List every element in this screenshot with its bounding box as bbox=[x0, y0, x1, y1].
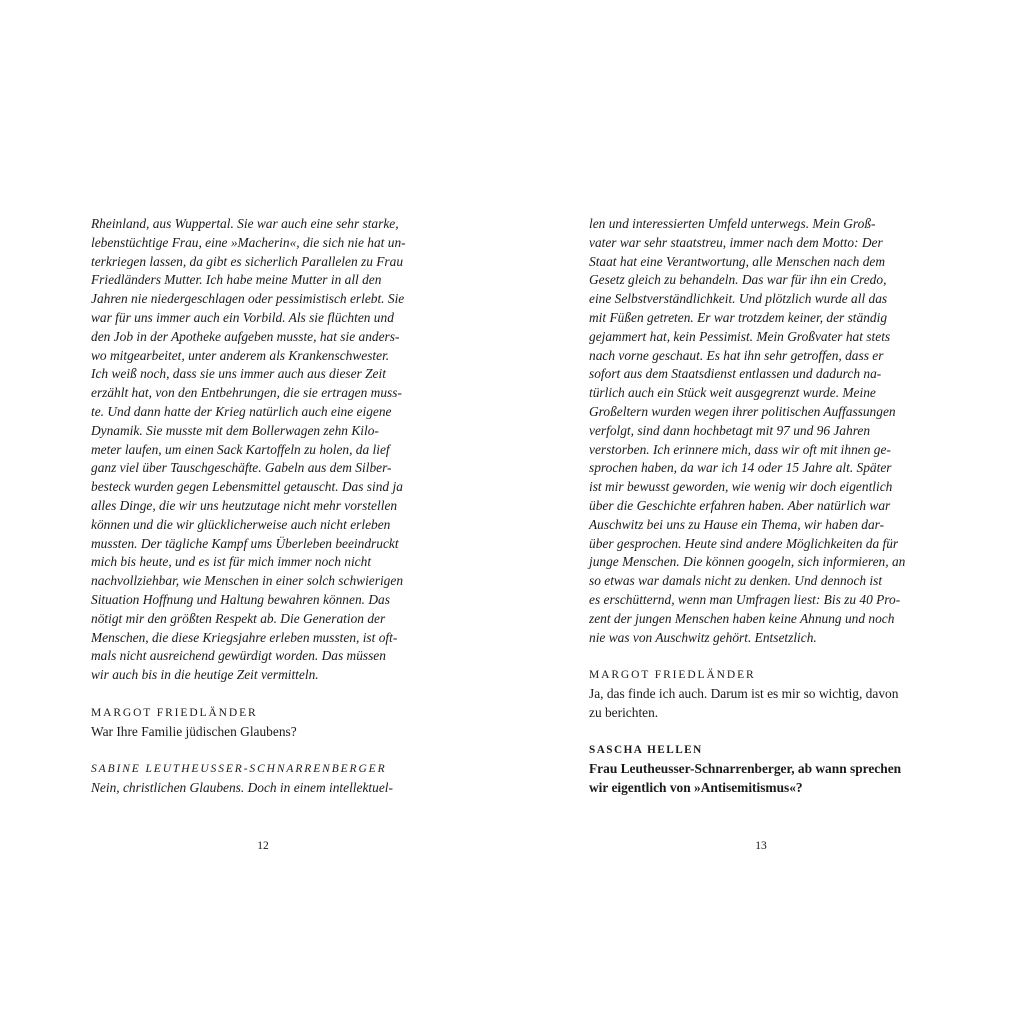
text-line: mich bis heute, und es ist für mich immer noch nicht bbox=[91, 554, 372, 570]
text-line: mit Füßen getreten. Er war trotzdem keiner, der ständig bbox=[589, 309, 888, 325]
text-line: Auschwitz bei uns zu Hause ein Thema, wir haben dar- bbox=[589, 516, 885, 532]
text-line: Situation Hoffnung und Haltung bewahren können. Das bbox=[91, 591, 390, 607]
text-line: lebenstüchtige Frau, eine »Macherin«, die sich nie hat un- bbox=[91, 234, 406, 250]
text-line: zent der jungen Menschen haben keine Ahnung und noch bbox=[589, 610, 895, 626]
text-line: Menschen, die diese Kriegsjahre erleben mussten, ist oft- bbox=[91, 629, 398, 645]
text-line: te. Und dann hatte der Krieg natürlich auch eine eigene bbox=[91, 403, 392, 419]
text-line: wo mitgearbeitet, unter anderem als Krankenschwester. bbox=[91, 347, 390, 363]
speaker-name: SABINE LEUTHEUSSER-SCHNARRENBERGER bbox=[91, 763, 387, 776]
text-line: erzählt hat, von den Entbehrungen, die sie ertragen muss- bbox=[91, 385, 402, 401]
text-line: türlich auch ein Stück weit ausgegrenzt wurde. Meine bbox=[589, 385, 876, 401]
text-line: meter laufen, um einen Sack Kartoffeln zu holen, da lief bbox=[91, 441, 390, 457]
text-line: ist mir bewusst geworden, wie wenig wir doch eigentlich bbox=[589, 479, 893, 495]
text-line: verfolgt, sind dann hochbetagt mit 97 und 96 Jahren bbox=[589, 422, 871, 438]
dialogue-line: Nein, christlichen Glaubens. Doch in einem intellektuel- bbox=[91, 779, 393, 795]
right-text-block bbox=[589, 215, 905, 798]
text-line: nach vorne geschaut. Es hat ihn sehr getroffen, dass er bbox=[589, 347, 884, 363]
right-paragraph bbox=[589, 215, 905, 647]
text-line: ganz viel über Tauschgeschäfte. Gabeln aus dem Silber- bbox=[91, 460, 392, 476]
text-line: Großeltern wurden wegen ihrer politischen Auffassungen bbox=[589, 403, 896, 419]
page-number: 13 bbox=[755, 840, 767, 852]
text-line: junge Menschen. Die können googeln, sich informieren, an bbox=[589, 554, 906, 570]
text-line: über die Geschichte erfahren haben. Aber natürlich war bbox=[589, 497, 891, 513]
text-line: den Job in der Apotheke aufgeben musste, hat sie anders- bbox=[91, 328, 400, 344]
text-line: sprochen haben, da war ich 14 oder 15 Jahre alt. Später bbox=[589, 460, 892, 476]
dialogue-line: War Ihre Familie jüdischen Glaubens? bbox=[91, 723, 297, 739]
text-line: terkriegen lassen, da gibt es sicherlich Parallelen zu Frau bbox=[91, 253, 404, 269]
text-line: Gesetz gleich zu behandeln. Das war für ihn ein Credo, bbox=[589, 272, 887, 288]
text-line: war für uns immer auch ein Vorbild. Als sie flüchten und bbox=[91, 309, 394, 325]
text-line: Friedländers Mutter. Ich habe meine Mutter in all den bbox=[91, 272, 382, 288]
dialogue-line: zu berichten. bbox=[589, 704, 659, 720]
dialogue-line: Ja, das finde ich auch. Darum ist es mir so wichtig, davon bbox=[589, 685, 899, 701]
text-line: len und interessierten Umfeld unterwegs. Mein Groß- bbox=[589, 216, 876, 231]
text-line: eine Selbstverständlichkeit. Und plötzlich wurde all das bbox=[589, 291, 888, 307]
text-line: sofort aus dem Staatsdienst entlassen und dadurch na- bbox=[589, 366, 882, 382]
text-line: Dynamik. Sie musste mit dem Bollerwagen zehn Kilo- bbox=[91, 422, 379, 438]
text-line: mussten. Der tägliche Kampf ums Überleben beeindruckt bbox=[91, 535, 399, 551]
question-line: Frau Leutheusser-Schnarrenberger, ab wann sprechen bbox=[589, 761, 902, 777]
text-line: es erschütternd, wenn man Umfragen liest: Bis zu 40 Pro- bbox=[589, 591, 901, 607]
text-line: so etwas war damals nicht zu denken. Und dennoch ist bbox=[589, 573, 883, 589]
left-paragraph bbox=[91, 215, 406, 685]
text-line: alles Dinge, die wir uns heutzutage nicht mehr vorstellen bbox=[91, 497, 398, 513]
text-line: wir auch bis in die heutige Zeit vermitteln. bbox=[91, 667, 319, 683]
text-line: verstorben. Ich erinnere mich, dass wir oft mit ihnen ge- bbox=[589, 441, 891, 457]
text-line: Staat hat eine Verantwortung, alle Menschen nach dem bbox=[589, 253, 886, 269]
text-line: besteck wurden gegen Lebensmittel getauscht. Das sind ja bbox=[91, 479, 403, 495]
text-line: Rheinland, aus Wuppertal. Sie war auch eine sehr starke, bbox=[91, 216, 399, 231]
text-line: können und die wir glücklicherweise auch nicht erleben bbox=[91, 516, 391, 532]
question-line: wir eigentlich von »Antisemitismus«? bbox=[589, 779, 803, 795]
speaker-name: SASCHA HELLEN bbox=[589, 744, 703, 757]
right-page bbox=[512, 0, 1024, 1024]
speaker-name: MARGOT FRIEDLÄNDER bbox=[91, 706, 258, 719]
text-line: über gesprochen. Heute sind andere Möglichkeiten da für bbox=[589, 535, 899, 551]
speaker-name: MARGOT FRIEDLÄNDER bbox=[589, 669, 756, 682]
text-line: nachvollziehbar, wie Menschen in einer solch schwierigen bbox=[91, 573, 404, 589]
text-line: mals nicht ausreichend gewürdigt worden. Das müssen bbox=[91, 648, 386, 664]
text-line: Ich weiß noch, dass sie uns immer auch aus dieser Zeit bbox=[91, 366, 386, 382]
text-line: nötigt mir den größten Respekt ab. Die Generation der bbox=[91, 610, 386, 626]
page-number: 12 bbox=[257, 840, 269, 852]
text-line: Jahren nie niedergeschlagen oder pessimistisch erlebt. Sie bbox=[91, 291, 405, 307]
text-line: vater war sehr staatstreu, immer nach dem Motto: Der bbox=[589, 234, 883, 250]
text-line: nie was von Auschwitz gehört. Entsetzlich. bbox=[589, 629, 817, 645]
text-line: gejammert hat, kein Pessimist. Mein Großvater hat stets bbox=[589, 328, 891, 344]
left-text-block bbox=[91, 215, 406, 798]
